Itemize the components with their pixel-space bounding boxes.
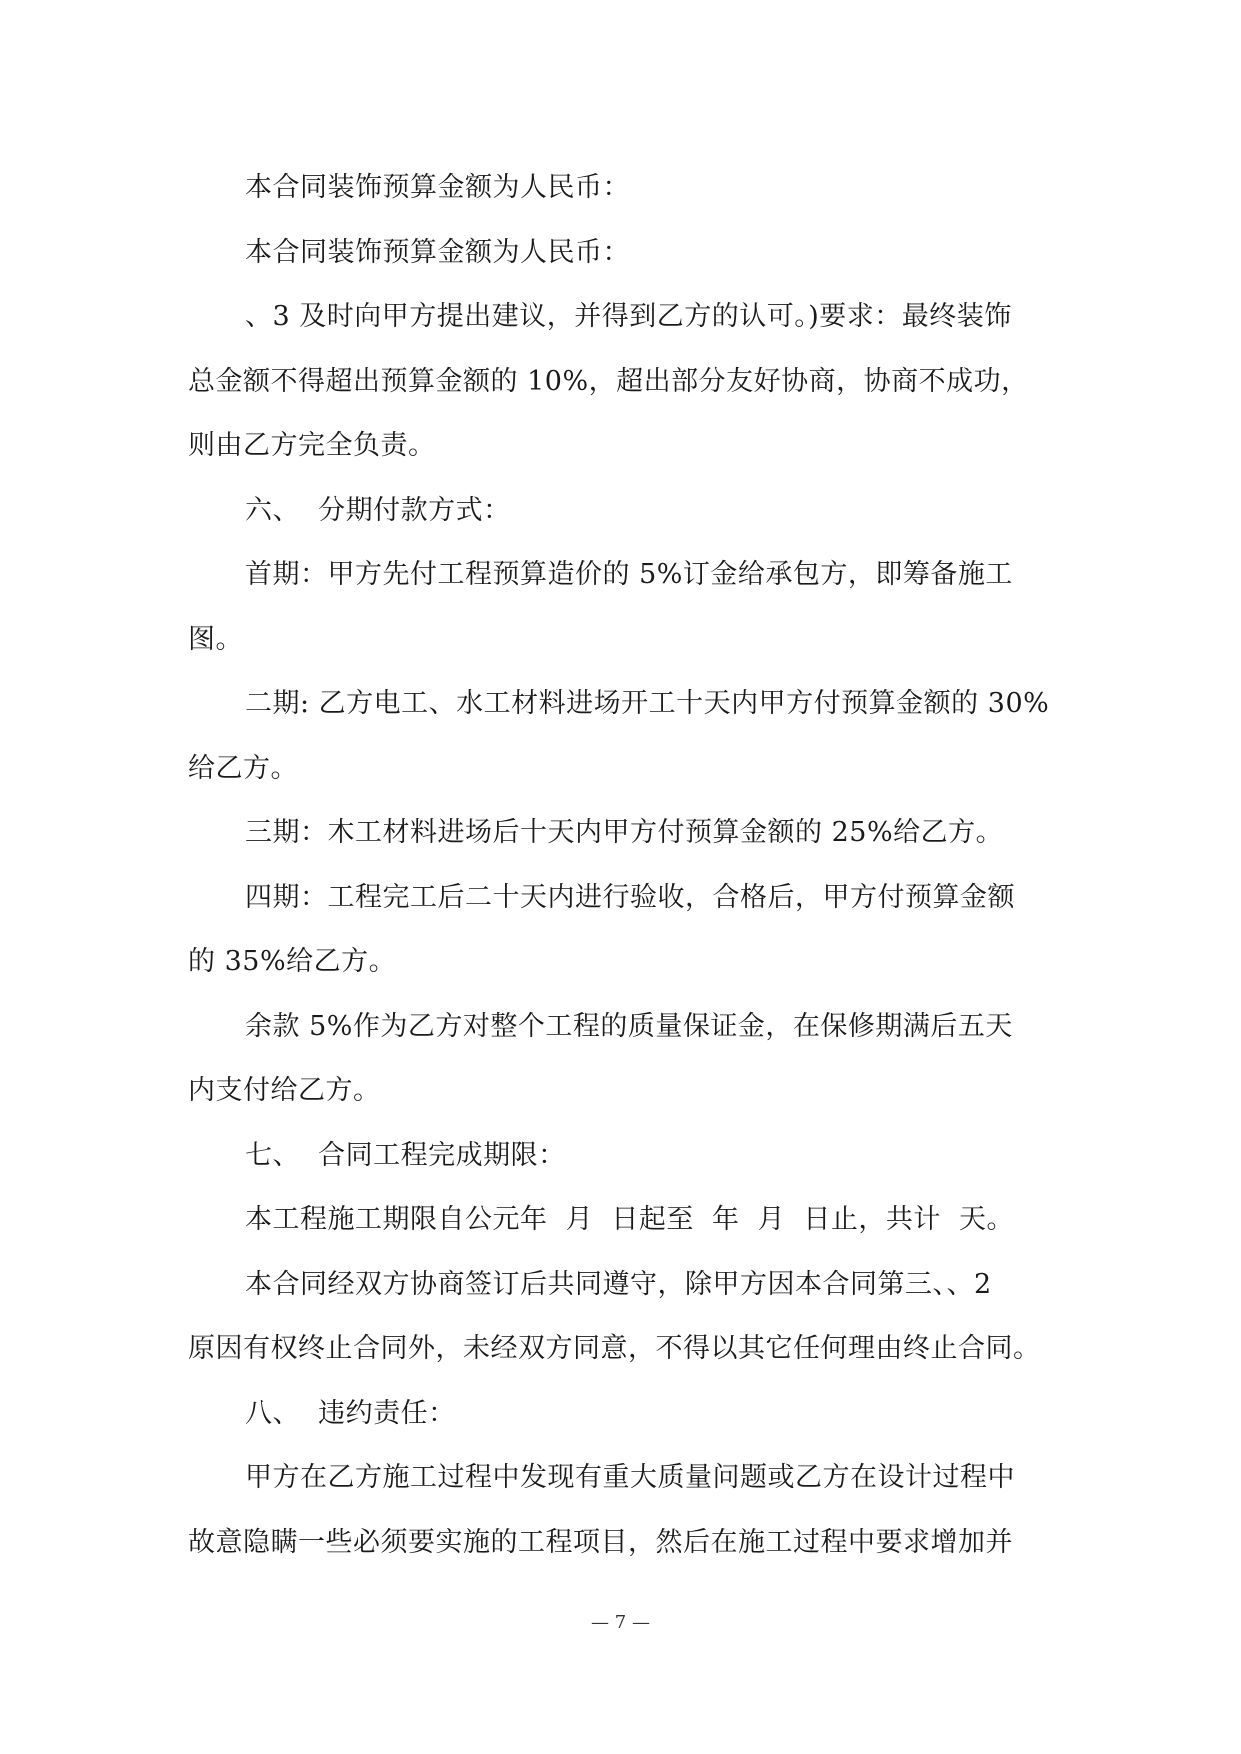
text-line: 的 35%给乙方。: [188, 946, 397, 977]
text-line: 本合同装饰预算金额为人民币：: [245, 172, 630, 203]
text-line: 原因有权终止合同外，未经双方同意，不得以其它任何理由终止合同。: [188, 1333, 1041, 1364]
text-line: 二期: 乙方电工、水工材料进场开工十天内甲方付预算金额的 30%: [245, 688, 1050, 719]
section-heading: 七、 合同工程完成期限：: [245, 1139, 566, 1171]
section-heading: 八、 违约责任：: [245, 1397, 456, 1429]
text-line: 内支付给乙方。: [188, 1075, 381, 1106]
document-body: [188, 156, 1088, 1575]
section-heading: 六、 分期付款方式：: [245, 494, 511, 526]
text-line: 图。: [188, 623, 243, 655]
text-line: 四期：工程完工后二十天内进行验收，合格后，甲方付预算金额: [245, 881, 1015, 913]
text-line: 三期：木工材料进场后十天内甲方付预算金额的 25%给乙方。: [245, 817, 1004, 848]
text-line: 给乙方。: [188, 752, 298, 784]
text-line: 故意隐瞒一些必须要实施的工程项目，然后在施工过程中要求增加并: [188, 1526, 1013, 1558]
text-line: 本工程施工期限自公元年 月 日起至 年 月 日止，共计 天。: [245, 1204, 1014, 1235]
text-line: 、3 及时向甲方提出建议，并得到乙方的认可。)要求：最终装饰: [245, 301, 1012, 332]
page-number: — 7 —: [591, 1612, 650, 1633]
text-line: 甲方在乙方施工过程中发现有重大质量问题或乙方在设计过程中: [245, 1462, 1015, 1493]
text-line: 本合同经双方协商签订后共同遵守，除甲方因本合同第三、、2: [245, 1268, 992, 1300]
text-line: 总金额不得超出预算金额的 10%，超出部分友好协商，协商不成功，: [188, 365, 1029, 397]
text-line: 则由乙方完全负责。: [188, 430, 436, 461]
text-line: 首期：甲方先付工程预算造价的 5%订金给承包方，即筹备施工: [245, 559, 1013, 590]
text-line: 本合同装饰预算金额为人民币：: [245, 236, 630, 268]
text-line: 余款 5%作为乙方对整个工程的质量保证金，在保修期满后五天: [245, 1010, 1013, 1042]
